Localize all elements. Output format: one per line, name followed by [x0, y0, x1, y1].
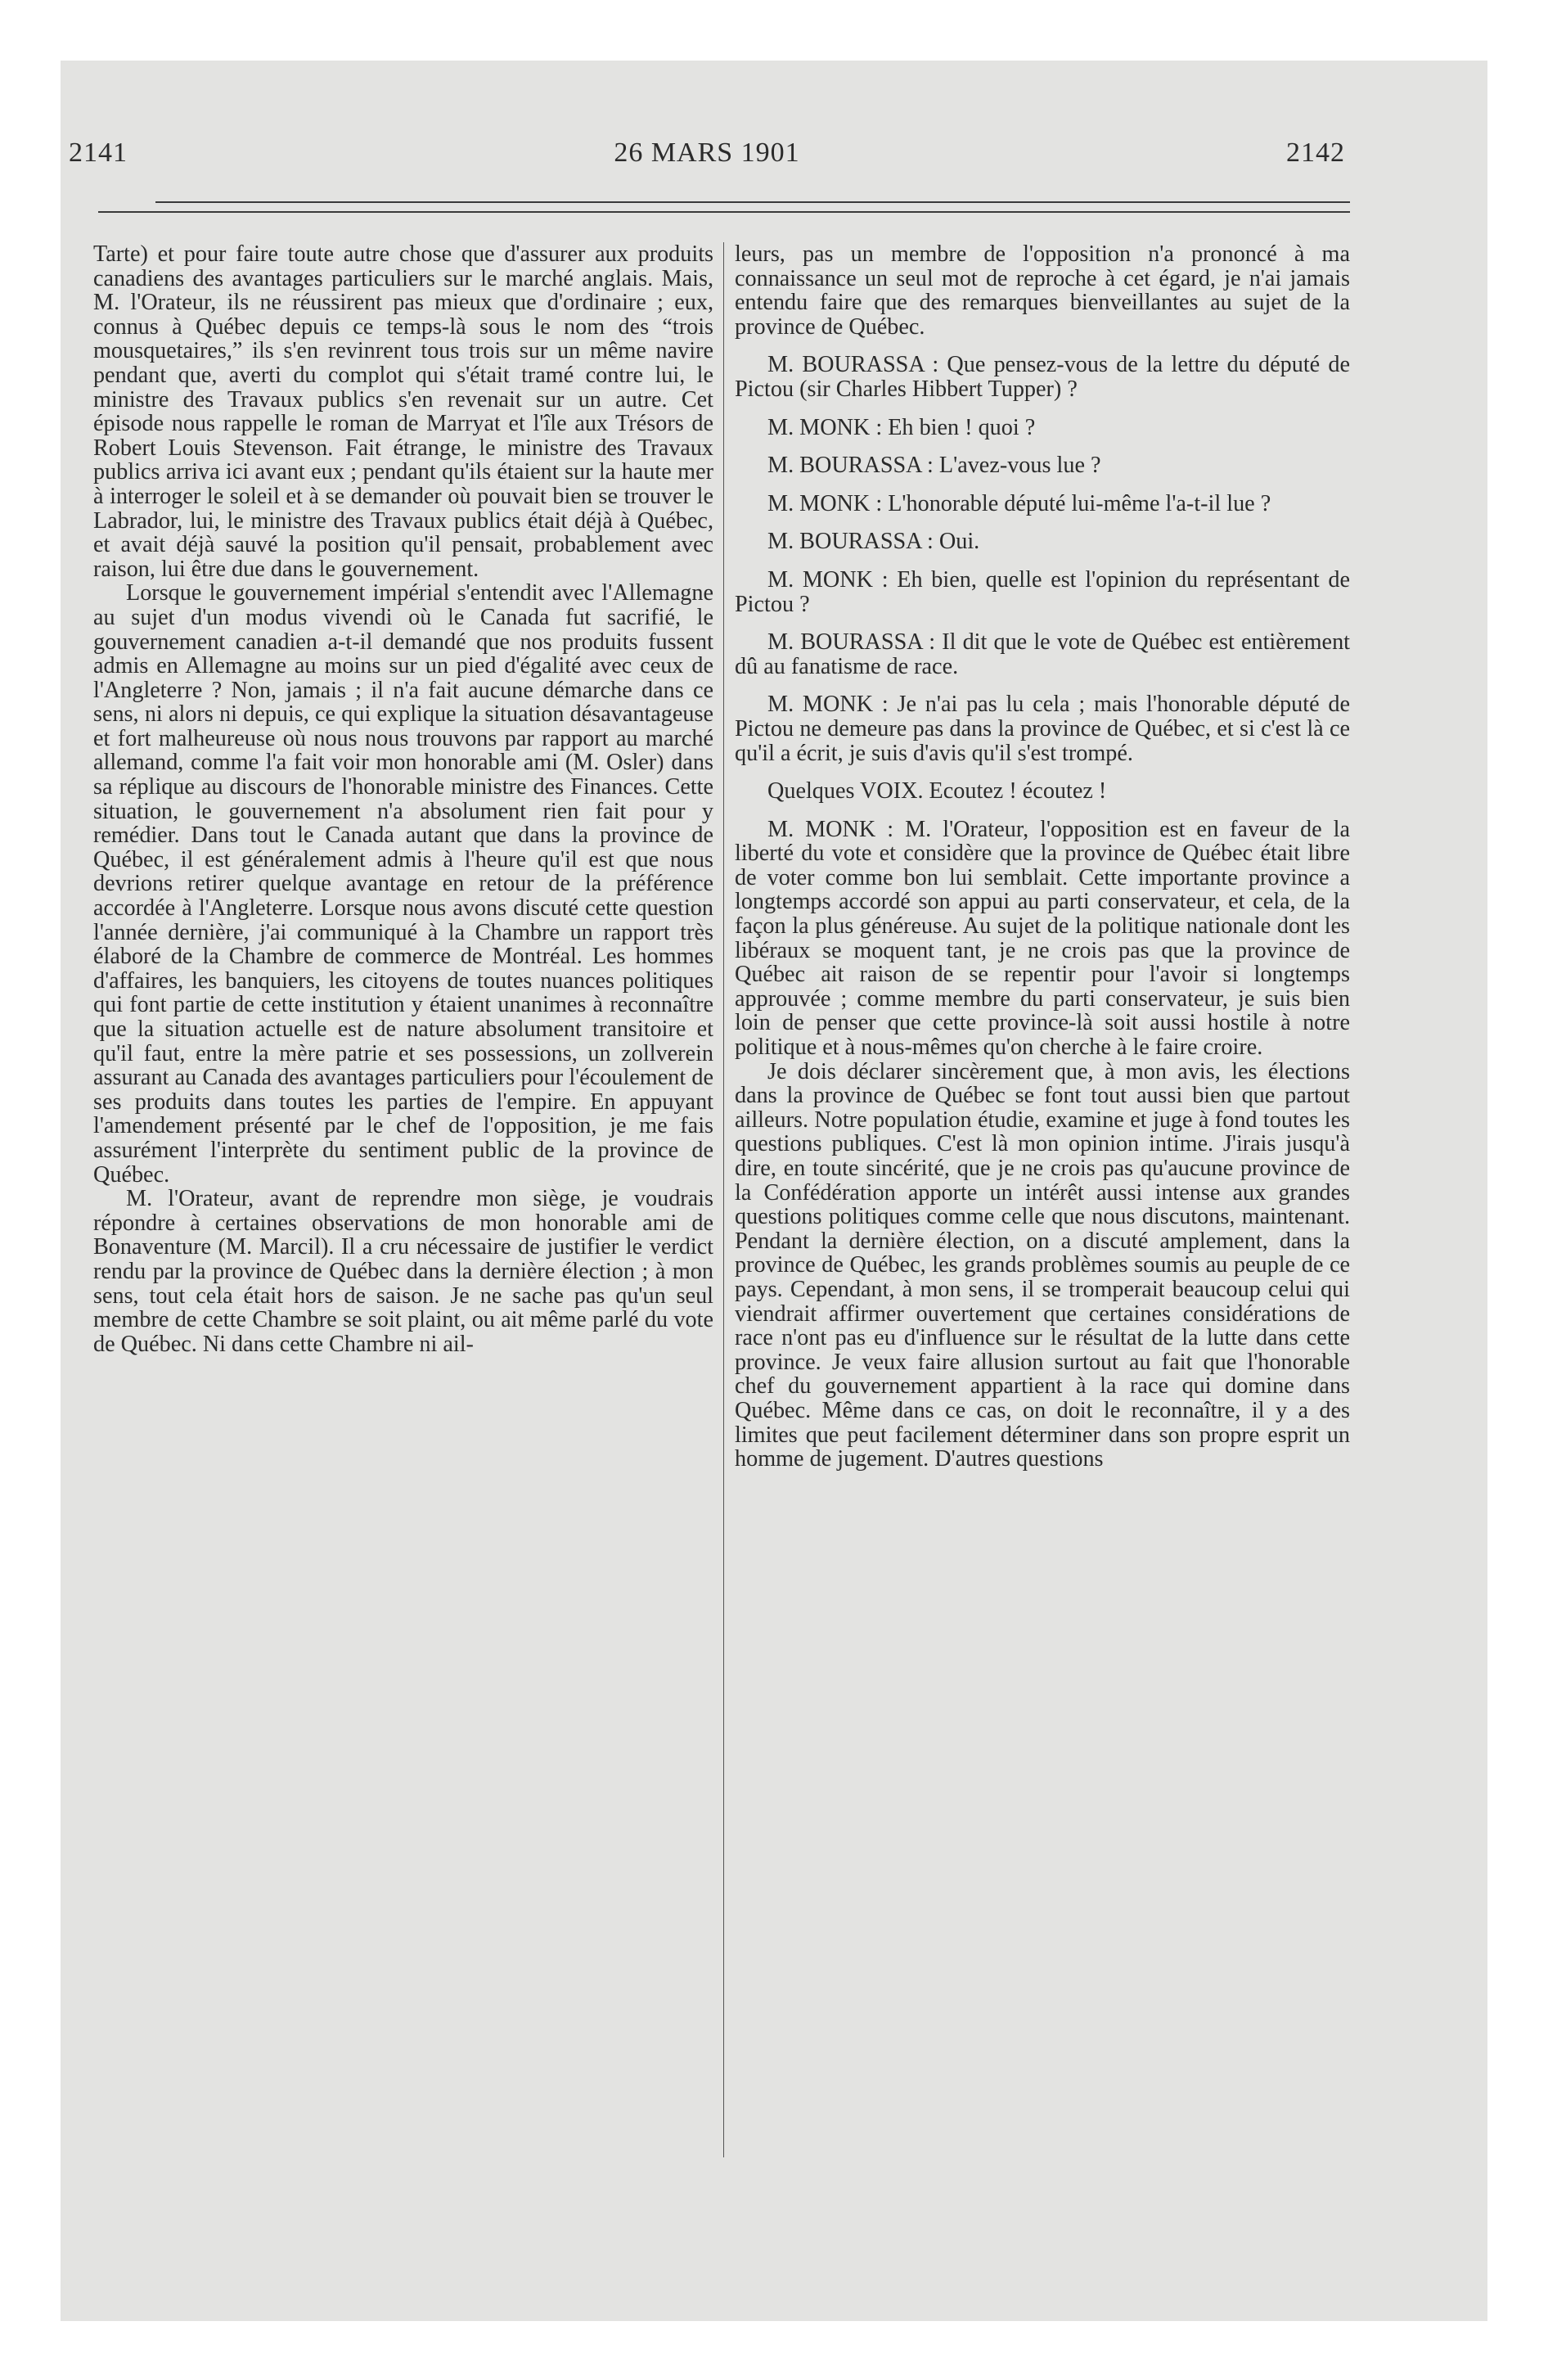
right-paragraph: M. BOURASSA : L'avez-vous lue ? — [767, 453, 1101, 479]
right-column — [735, 242, 1350, 1472]
right-paragraph: leurs, pas un membre de l'opposition n'a prononcé à ma connaissance un seul mot de reproche à cet égard, je n'ai jamais entendu faire que des remarques bienveillantes au sujet de la province de Québec. — [735, 241, 1350, 340]
page-number-left: 2141 — [69, 137, 128, 168]
header-rule-top — [155, 201, 1350, 203]
right-paragraph: M. MONK : Je n'ai pas lu cela ; mais l'honorable député de Pictou ne demeure pas dans la province de Québec, et si c'est là ce qu'il a écrit, je suis d'avis qu'il s'est trompé. — [735, 692, 1350, 766]
right-paragraph: M. MONK : L'honorable député lui-même l'a-t-il lue ? — [767, 490, 1271, 516]
left-column — [93, 242, 713, 1356]
left-paragraph: M. l'Orateur, avant de reprendre mon siège, je voudrais répondre à certaines observations de mon honorable ami de Bonaventure (M. Marcil). Il a cru nécessaire de justifier le verdict rendu par la province de Québec dans la dernière élection ; à mon sens, tout cela était hors de saison. Je ne sache pas qu'un seul membre de cette Chambre se soit plaint, ou ait même parlé du vote de Québec. Ni dans cette Chambre ni ail- — [93, 1186, 713, 1357]
right-paragraph: M. MONK : Eh bien ! quoi ? — [767, 414, 1036, 440]
page-number-right: 2142 — [1286, 137, 1345, 168]
right-paragraph: Je dois déclarer sincèrement que, à mon avis, les élections dans la province de Québec se font tout aussi bien que partout ailleurs. Notre population étudie, examine et juge à fond toutes les questions publiques. C'est là mon opinion intime. J'irais jusqu'à dire, en toute sincérité, que je ne crois pas qu'aucune province de la Confédération apporte un intérêt aussi intense aux grandes questions politiques comme celle que nous discutons, maintenant. Pendant la dernière élection, on a discuté amplement, dans la province de Québec, les grands problèmes soumis au peuple de ce pays. Cependant, à mon sens, il se tromperait beaucoup celui qui viendrait affirmer ouvertement que certaines considérations de race n'ont pas eu d'influence sur le résultat de la lutte dans cette province. Je veux faire allusion surtout au fait que l'honorable chef du gouvernement appartient à la race qui domine dans Québec. Même dans ce cas, on doit le reconnaître, il y a des limites que peut facilement déterminer dans son propre esprit un homme de jugement. D'autres questions — [735, 1058, 1350, 1472]
page-date: 26 MARS 1901 — [614, 137, 800, 168]
left-paragraph: Lorsque le gouvernement impérial s'entendit avec l'Allemagne au sujet d'un modus vivendi où le Canada fut sacrifié, le gouvernement canadien a-t-il demandé que nos produits fussent admis en Allemagne au moins sur un pied d'égalité avec ceux de l'Angleterre ? Non, jamais ; il n'a fait aucune démarche dans ce sens, ni alors ni depuis, ce qui explique la situation désavantageuse et fort malheureuse où nous nous trouvons par rapport au marché allemand, comme l'a fait voir mon honorable ami (M. Osler) dans sa réplique au discours de l'honorable ministre des Finances. Cette situation, le gouvernement n'a absolument rien fait pour y remédier. Dans tout le Canada autant que dans la province de Québec, il est généralement admis à l'heure qu'il est que nous devrions retirer quelque avantage en retour de la préférence accordée à l'Angleterre. Lorsque nous avons discuté cette question l'année dernière, j'ai communiqué à la Chambre un rapport très élaboré de la Chambre de commerce de Montréal. Les hommes d'affaires, les banquiers, les citoyens de toutes nuances politiques qui font partie de cette institution y étaient unanimes à reconnaître que la situation actuelle est de nature absolument transitoire et qu'il faut, entre la mère patrie et ses possessions, un zollverein assurant au Canada des avantages particuliers pour l'écoulement de ses produits dans toutes les parties de l'empire. En appuyant l'amendement présenté par le chef de l'opposition, je me fais assurément l'interprète du sentiment public de la province de Québec. — [93, 580, 713, 1188]
left-paragraph: Tarte) et pour faire toute autre chose que d'assurer aux produits canadiens des avantages particuliers sur le marché anglais. Mais, M. l'Orateur, ils ne réussirent pas mieux que d'ordinaire ; eux, connus à Québec depuis ce temps-là sous le nom des “trois mousquetaires,” ils s'en revinrent tous trois sur un même navire pendant que, averti du complot qui s'était tramé contre lui, le ministre des Travaux publics s'en revenait sur un autre. Cet épisode nous rappelle le roman de Marryat et l'île aux Trésors de Robert Louis Stevenson. Fait étrange, le ministre des Travaux publics arriva ici avant eux ; pendant qu'ils étaient sur la haute mer à interroger le soleil et à se demander où pouvait bien se trouver le Labrador, lui, le ministre des Travaux publics était déjà à Québec, et avait déjà sauvé la position qu'il pensait, probablement avec raison, lui être due dans le gouvernement. — [93, 241, 713, 582]
right-paragraph: Quelques VOIX. Ecoutez ! écoutez ! — [767, 778, 1107, 805]
right-paragraph: M. BOURASSA : Il dit que le vote de Québec est entièrement dû au fanatisme de race. — [735, 629, 1350, 679]
column-divider — [723, 242, 724, 2157]
right-paragraph: M. MONK : Eh bien, quelle est l'opinion du représentant de Pictou ? — [735, 566, 1350, 617]
right-paragraph: M. MONK : M. l'Orateur, l'opposition est en faveur de la liberté du vote et considère que la province de Québec était libre de voter comme bon lui semblait. Cette importante province a longtemps accordé son appui au parti conservateur, et cela, de la façon la plus généreuse. Au sujet de la politique nationale dont les libéraux se moquent tant, je ne crois pas que la province de Québec ait raison de se repentir pour l'avoir si longtemps approuvée ; comme membre du parti conservateur, je suis bien loin de penser que cette province-là soit aussi hostile à notre politique et à nous-mêmes qu'on cherche à le faire croire. — [735, 816, 1350, 1061]
header-rule-bottom — [98, 211, 1350, 213]
right-paragraph: M. BOURASSA : Que pensez-vous de la lettre du député de Pictou (sir Charles Hibbert Tupper) ? — [735, 352, 1350, 402]
page-header — [69, 137, 1345, 174]
right-paragraph: M. BOURASSA : Oui. — [767, 529, 980, 555]
